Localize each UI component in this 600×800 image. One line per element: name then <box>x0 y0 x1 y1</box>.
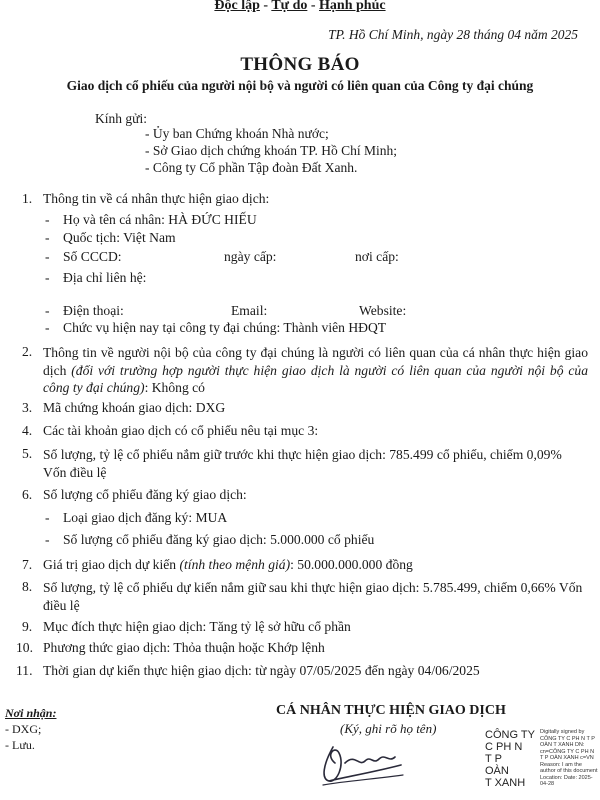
stamp-line: T P <box>485 753 502 765</box>
kinh-gui-label: Kính gửi: <box>95 111 147 126</box>
digital-signature-company <box>485 729 535 789</box>
noi-nhan-item: - Lưu. <box>5 738 35 752</box>
section-number: 5. <box>22 446 33 461</box>
section-7-text <box>43 557 413 573</box>
issue-date-label: ngày cấp: <box>224 249 277 264</box>
bullet-dash: - <box>45 230 50 245</box>
email-label: Email: <box>231 303 268 318</box>
noi-nhan-label: Nơi nhận: <box>5 706 57 720</box>
website-label: Website: <box>359 303 407 318</box>
section-1-title: Thông tin về cá nhân thực hiện giao dịch: <box>43 191 270 206</box>
bullet-dash: - <box>45 249 50 264</box>
bullet-dash: - <box>45 212 50 227</box>
section-5-text: Số lượng, tỷ lệ cổ phiếu nắm giữ trước khi thực hiện giao dịch: 785.499 cổ phiếu, chiếm 0,09% Vốn điều lệ <box>43 447 562 480</box>
position: Chức vụ hiện nay tại công ty đại chúng: Thành viên HĐQT <box>63 320 387 335</box>
noi-nhan-item: - DXG; <box>5 722 42 736</box>
recipient: - Công ty Cổ phần Tập đoàn Đất Xanh. <box>145 160 358 175</box>
section-7-text-italic: (tính theo mệnh giá) <box>179 557 291 572</box>
section-number: 1. <box>22 191 33 206</box>
recipient: - Sở Giao dịch chứng khoán TP. Hồ Chí Minh; <box>145 143 397 158</box>
section-4-text: Các tài khoản giao dịch có cổ phiếu nêu tại mục 3: <box>43 423 319 438</box>
signer-subtitle: (Ký, ghi rõ họ tên) <box>340 721 437 736</box>
section-number: 4. <box>22 423 33 438</box>
section-8-text: Số lượng, tỷ lệ cổ phiếu dự kiến nắm giữ sau khi thực hiện giao dịch: 5.785.499, chiếm 0,66% Vốn điều lệ <box>43 580 583 613</box>
phone-label: Điện thoại: <box>63 303 124 318</box>
section-number: 10. <box>16 640 33 655</box>
bullet-dash: - <box>45 303 50 318</box>
stamp-line: C PH N <box>485 741 523 753</box>
handwritten-signature <box>315 735 405 790</box>
stamp-line: CÔNG TY <box>485 729 535 741</box>
motto-sep: - <box>259 0 272 13</box>
section-number: 9. <box>22 619 33 634</box>
bullet-dash: - <box>45 270 50 285</box>
section-number: 6. <box>22 487 33 502</box>
section-6-title: Số lượng cổ phiếu đăng ký giao dịch: <box>43 487 247 502</box>
motto <box>0 0 600 14</box>
address-label: Địa chỉ liên hệ: <box>63 270 147 285</box>
cccd-label: Số CCCD: <box>63 249 122 264</box>
section-3-text: Mã chứng khoán giao dịch: DXG <box>43 400 226 415</box>
section-2-text-a: Thông tin về người nội bộ của công ty đại chúng là người có liên quan của cá nhân thực hiện giao dịch <box>43 345 588 378</box>
stamp-line: OÀN <box>485 765 509 777</box>
registered-quantity: Số lượng cổ phiếu đăng ký giao dịch: 5.000.000 cổ phiếu <box>63 532 375 547</box>
bullet-dash: - <box>45 510 50 525</box>
nationality: Quốc tịch: Việt Nam <box>63 230 176 245</box>
section-number: 2. <box>22 344 33 359</box>
section-number: 3. <box>22 400 33 415</box>
section-7-text-a: Giá trị giao dịch dự kiến <box>43 557 180 572</box>
signer-title: CÁ NHÂN THỰC HIỆN GIAO DỊCH <box>276 703 506 718</box>
document-title: THÔNG BÁO <box>240 54 360 75</box>
bullet-dash: - <box>45 320 50 335</box>
digital-signature-details: Digitally signed by CÔNG TY C PH N T P OÀN T XANH DN: cn=CÔNG TY C PH N T P OÀN XANH c=VN Reason: I am the author of this document Location: Date: 2025-04-28 <box>540 729 598 787</box>
section-number: 11. <box>16 663 33 678</box>
issue-place-label: nơi cấp: <box>355 249 399 264</box>
section-number: 7. <box>22 557 33 572</box>
person-name: Họ và tên cá nhân: HÀ ĐỨC HIẾU <box>63 212 257 227</box>
motto-part-3: Hạnh phúc <box>319 0 386 13</box>
recipient: - Ủy ban Chứng khoán Nhà nước; <box>145 126 329 141</box>
bullet-dash: - <box>45 532 50 547</box>
stamp-line: T XANH <box>485 777 526 789</box>
section-7-text-b: : 50.000.000.000 đồng <box>290 557 413 572</box>
document-date: TP. Hồ Chí Minh, ngày 28 tháng 04 năm 2025 <box>328 27 578 42</box>
section-number: 8. <box>22 579 33 594</box>
section-2-text-italic: (đối với trường hợp người thực hiện giao dịch là người có liên quan của người nội bộ của công ty đại chúng) <box>43 362 589 395</box>
document-subtitle: Giao dịch cổ phiếu của người nội bộ và người có liên quan của Công ty đại chúng <box>66 78 534 93</box>
motto-part-1: Độc lập <box>214 0 260 13</box>
motto-sep: - <box>307 0 320 13</box>
section-10-text: Phương thức giao dịch: Thỏa thuận hoặc Khớp lệnh <box>43 640 325 655</box>
section-2-text-b: : Không có <box>144 380 205 395</box>
section-2-text <box>43 344 588 397</box>
motto-part-2: Tự do <box>271 0 308 13</box>
section-11-text: Thời gian dự kiến thực hiện giao dịch: từ ngày 07/05/2025 đến ngày 04/06/2025 <box>43 663 480 678</box>
section-9-text: Mục đích thực hiện giao dịch: Tăng tỷ lệ sở hữu cổ phần <box>43 619 351 634</box>
transaction-type: Loại giao dịch đăng ký: MUA <box>63 510 228 525</box>
